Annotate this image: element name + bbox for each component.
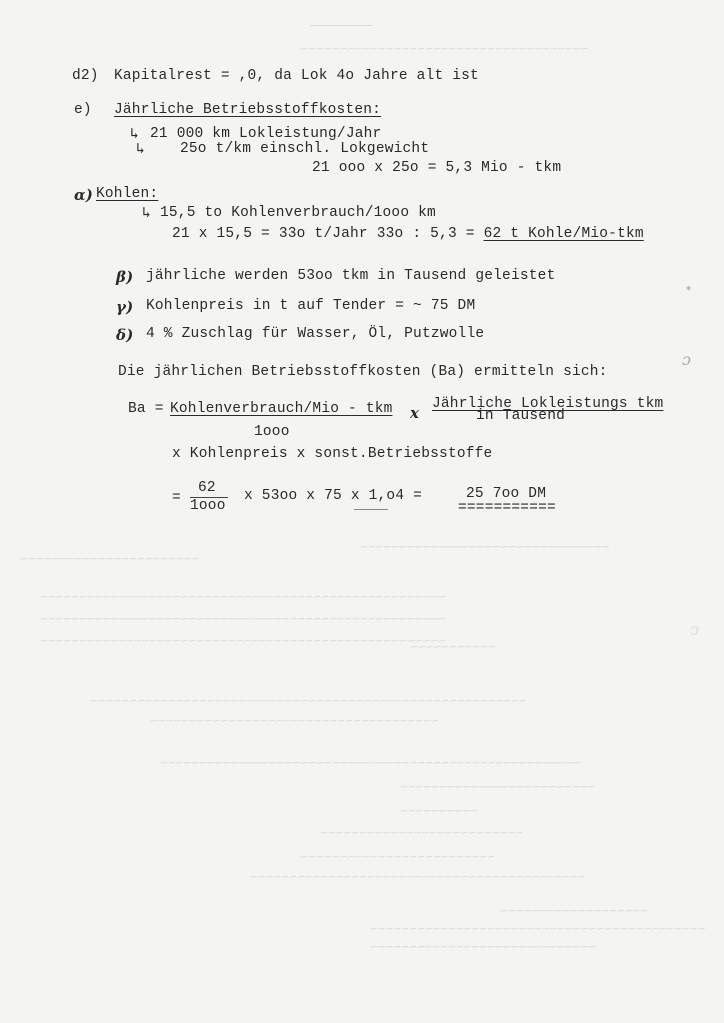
- e-arrow-1: ↳: [130, 127, 139, 143]
- gamma-mark: γ): [116, 298, 134, 316]
- alpha-calc: [172, 226, 644, 242]
- result-equals: =: [172, 490, 181, 506]
- margin-faint-icon: ↄ: [690, 620, 699, 639]
- result-numerator: 62: [198, 480, 216, 496]
- alpha-calc-result: 62 t Kohle/Mio-tkm: [483, 226, 644, 242]
- document-page: ———————— ~~~~~~~~~~~~~~~~~~~~~~~~~~~~~~~~~~~~~ ~~~~~~~~~~~~~~~~~~~~~~~~~~~~~~~~ ~~~~~~~~~~~~~~~~~~~~~~~ ~~~~~~~~~~~~~~~~~~~~~~~~~~~~~~~~~~~~~~~~~~~~~~~~~~~~ ~~~~~~~~~~~~~~~~~~~~~~~~~~~~~~~~~~~~~~~~~~~~~~~~~~~~ ~~~~~~~~~~~~~~~~~~~~~~~~~~~~~~~~~~~~~~~~~~~~~~~~~~~~ ~~~~~~~~~~~ ~~~~~~~~~~~~~~~~~~~~~~~~~~~~~~~~~~~~~~~~~~~~~~~~~~~~~~~~ ~~~~~~~~~~~~~~~~~~~~~~~~~~~~~~~~~~~~~ ~~~~~~~~~~~~~~~~~~~~~~~~~~~~~~~~~~~~~~~~~~~~~~~~~~~~~~ ~~~~~~~~~~~~~~~~~~~~~~~~~ ~~~~~~~~~~ ~~~~~~~~~~~~~~~~~~~~~~~~~~ ~~~~~~~~~~~~~~~~~~~~~~~~~ ~~~~~~~~~~~~~~~~~~~~~~~~~~~~~~~~~~~~~~~~~~~ ~~~~~~~~~~~~~~~~~~~ ~~~~~~~~~~~~~~~~~~~~~~~~~~~~~~~~~~~~~~~~~~~ ~~~~~~~~~~~~~~~~~~~~~~~~~~~~~ d2) Kapitalrest = ,0, da Lok 4o Jahre alt ist e) Jährliche Betriebsstoffkosten: ↳ 21 000 km Lokleistung/Jahr ↳ 25o t/km einschl. Lokgewicht 21 ooo x 25o = 5,3 Mio - tkm α) Kohlen: ↳ 15,5 to Kohlenverbrauch/1ooo km 21 x 15,5 = 33o t/Jahr 33o : 5,3 = 62 t Kohle/Mio-tkm β) jährliche werden 53oo tkm in Tausend geleistet γ) Kohlenpreis in t auf Tender = ~ 75 DM δ) 4 % Zuschlag für Wasser, Öl, Putzwolle Die jährlichen Betriebsstoffkosten (Ba) ermitteln sich: Ba = Kohlenverbrauch/Mio - tkm x Jährliche Lokleistungs tkm in Tausend 1ooo x Kohlenpreis x sonst.Betriebsstoffe = 62 1ooo x 53oo x 75 x 1,o4 = 25 7oo DM =========== ɔ ⁎ ↄ: [20, 18, 706, 955]
- e-calc: 21 ooo x 25o = 5,3 Mio - tkm: [312, 160, 562, 176]
- ba-lhs: Ba =: [128, 401, 164, 417]
- result-value: 25 7oo DM: [466, 486, 547, 502]
- delta-mark: δ): [116, 326, 134, 344]
- beta-mark: β): [116, 268, 134, 286]
- result-multiply: x 53oo x 75 x 1,o4 =: [244, 488, 423, 504]
- e-arrow-2: ↳: [136, 142, 145, 158]
- ba-right-top: Jährliche Lokleistungs tkm: [432, 396, 664, 412]
- e-line-1: 21 000 km Lokleistung/Jahr: [150, 126, 382, 142]
- alpha-line-1: 15,5 to Kohlenverbrauch/1ooo km: [160, 205, 436, 221]
- d2-text: Kapitalrest = ,0, da Lok 4o Jahre alt ist: [114, 68, 479, 84]
- alpha-mark: α): [74, 186, 94, 204]
- ba-multiply: x: [410, 404, 420, 422]
- margin-scribble-icon: ɔ: [682, 350, 691, 369]
- d2-label: d2): [72, 68, 99, 84]
- ba-denominator: 1ooo: [254, 424, 290, 440]
- ba-line-2: x Kohlenpreis x sonst.Betriebsstoffe: [172, 446, 493, 462]
- gamma-text: Kohlenpreis in t auf Tender = ~ 75 DM: [146, 298, 476, 314]
- intro-text: Die jährlichen Betriebsstoffkosten (Ba) ermitteln sich:: [118, 364, 608, 380]
- margin-mark-icon: ⁎: [686, 282, 691, 293]
- result-denominator: 1ooo: [190, 498, 226, 514]
- alpha-heading: Kohlen:: [96, 186, 159, 202]
- delta-text: 4 % Zuschlag für Wasser, Öl, Putzwolle: [146, 326, 485, 342]
- e-label: e): [74, 102, 92, 118]
- alpha-calc-left: 21 x 15,5 = 33o t/Jahr 33o : 5,3 =: [172, 226, 484, 242]
- ba-numerator: Kohlenverbrauch/Mio - tkm: [170, 401, 393, 417]
- beta-text: jährliche werden 53oo tkm in Tausend geleistet: [146, 268, 556, 284]
- e-line-2: 25o t/km einschl. Lokgewicht: [180, 141, 430, 157]
- alpha-arrow: ↳: [142, 206, 151, 222]
- result-tick-under: [354, 509, 388, 510]
- e-heading: Jährliche Betriebsstoffkosten:: [114, 102, 382, 118]
- ba-right-bottom: in Tausend: [476, 408, 566, 424]
- result-double-underline: ===========: [458, 500, 556, 516]
